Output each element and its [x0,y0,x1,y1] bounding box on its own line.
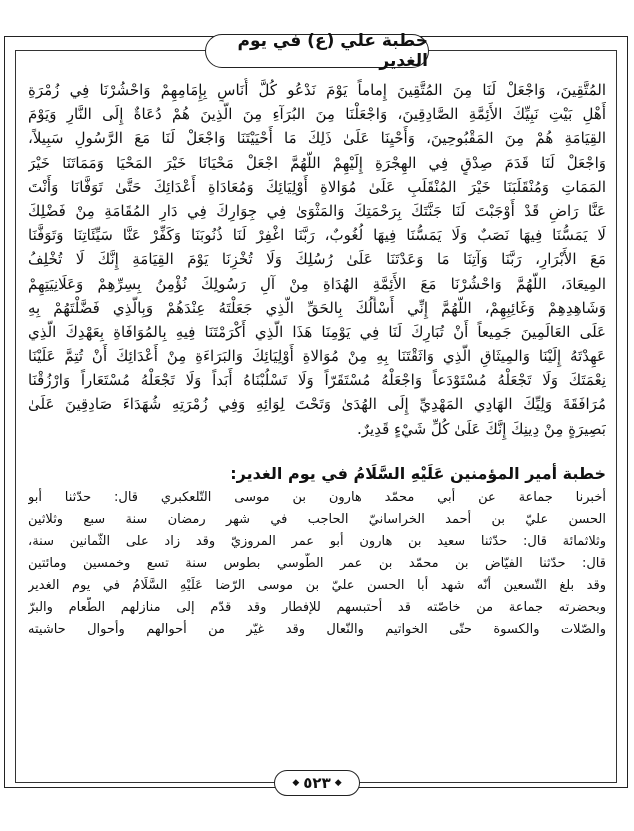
narration-line: أخبرنا جماعة عن أبي محمّد هارون بن موسى التّلعكبري قال: حدّثنا أبو [28,489,606,505]
narration-text [28,487,606,641]
text-line: عَلَى العَالَمِينَ جَمِيعاً أَنْ تُبَارِكَ لَنَا فِي يَوْمِنَا هَذَا الَّذِي أَكْرَمْتَنَا فِيهِ بِالمُوَافَاةِ بِعَهْدِكَ الَّذِي [28,322,606,341]
page-content [28,78,606,768]
text-line: القِيَامَةِ هُمْ مِنَ المَقْبُوحِينَ، وَأَحْيِنَا عَلَىٰ ذَلِكَ مَا أَحْيَيْتَنَا وَاجْعَلْ لَنَا مَعَ الرَّسُولِ سَبِيلاً، [28,129,606,148]
text-line: مُرَافَقَةَ وَلِيِّكَ الهَادِي المَهْدِيِّ إِلَى الهُدَىٰ وَتَحْتَ لِوَائِهِ وَفِي زُمْرَتِهِ شُهَدَاءَ صَادِقِينَ عَلَىٰ [28,395,606,414]
section-heading: خطبة أمير المؤمنين عَلَيْهِ السَّلَامُ في يوم الغدير: [230,463,606,483]
text-line: المِيعَادَ، اللَّهُمَّ وَاحْشُرْنَا مَعَ الأَئِمَّةِ الهُدَاةِ مِنْ آلِ رَسُولِكَ نُؤْمِنُ بِسِرِّهِمْ وَعَلَانِيَتِهِمْ [28,274,606,293]
page-number-box [274,770,360,796]
sermon-text [28,78,606,441]
text-line: وَاجْعَلْ لَنَا قَدَمَ صِدْقٍ فِي الهِجْرَةِ إِلَيْهِمْ اللَّهُمَّ اجْعَلْ مَحْيَانَا خَيْرَ المَحْيَا وَمَمَاتَنَا خَيْرَ [28,153,606,172]
text-line: المُتَّقِينَ، وَاجْعَلْ لَنَا مِنَ المُتَّقِينَ إِماماً يَوْمَ نَدْعُو كُلَّ أُنَاسٍ بِإِمَامِهِمْ وَاحْشُرْنَا فِي زُمْرَةِ [28,81,606,99]
text-line: بَصِيرَةٍ مِنْ دِينِكَ إِنَّكَ عَلَىٰ كُلِّ شَيْءٍ قَدِيرٌ. [357,419,606,438]
ornament-icon: ◆ [334,778,342,788]
text-line: أَهْلِ بَيْتِ نَبِيِّكَ الأَئِمَّةِ الصَّادِقِينَ، وَاجْعَلْنَا مِنَ البُرَآءِ مِنَ الَّذِينَ هُمْ دُعَاةٌ إِلَى النَّارِ وَيَوْمَ [28,105,606,124]
text-line: نِعْمَتَكَ وَلَا تَجْعَلْهُ مُسْتَوْدَعاً وَاجْعَلْهُ مُسْتَقَرّاً وَلَا تَسْلُبْنَاهُ أَبَداً وَلَا تَجْعَلْهُ مُسْتَعَاراً وَارْزُقْنَا [28,371,606,390]
text-line: المَمَاتِ وَمُنْقَلَبَنَا خَيْرَ المُنْقَلَبِ عَلَىٰ مُوَالاةِ أَوْلِيَائِكَ وَمُعَادَاةِ أَعْدَائِكَ حَتَّىٰ تَوَفَّانَا وَأَنْتَ [28,177,606,196]
narration-line: وثلاثمائة قال: حدّثنا سعيد بن هارون أبو عمر المروزيّ وقد زاد على الثّمانين سنة، [28,533,606,549]
ornament-icon: ◆ [292,778,300,788]
running-header [205,31,429,71]
text-line: وَشَاهِدِهِمْ وَغَائِبِهِمْ، اللَّهُمَّ إِنِّي أَسْأَلُكَ بِالحَقِّ الَّذِي جَعَلْتَهُ عِنْدَهُمْ وَبِالَّذِي فَضَّلْتَهُمْ بِهِ [28,298,606,317]
narration-line: والصّلات والكسوة حتّى الخواتيم والنّعال وقد غيّر من أحوالهم وأحوال حاشيته [28,621,606,637]
narration-line: الحسن عليّ بن أحمد الخراسانيّ الحاجب في شهر رمضان سنة سبع وثلاثين [28,511,606,527]
narration-line: وقد بلغ التّسعين أنّه شهد أبا الحسن عليّ بن موسى الرّضا عَلَيْهِ السَّلَامُ في يوم الغدير [28,577,606,593]
narration-line: قال: حدّثنا الفيّاض بن محمّد بن عمر الطّوسي بطوس سنة تسع وخمسين ومائتين [28,555,606,571]
text-line: لَا يَمَسُّنَا فِيهَا نَصَبٌ وَلَا يَمَسُّنَا فِيهَا لُغُوبٌ، رَبَّنَا اغْفِرْ لَنَا ذُنُوبَنَا وَكَفِّرْ عَنَّا سَيِّئَاتِنَا وَتَوَفَّنَا [28,226,606,245]
page-number: ٥٢٣ [303,774,331,792]
text-line: مَعَ الأَبْرَارِ، رَبَّنَا وَآتِنَا مَا وَعَدْتَنَا عَلَىٰ رُسُلِكَ وَلَا تُخْزِنَا يَوْمَ القِيَامَةِ إِنَّكَ لَا تُخْلِفُ [28,250,606,269]
page-title: خطبة علي (ع) في يوم الغدير [237,31,428,71]
narration-line: وبحضرته جماعة من خاصّته قد أحتبسهم للإفطار وقد قدّم إلى منازلهم الطّعام والبرّ [28,599,606,615]
text-line: عَنَّا رَاضٍ قَدْ أَوْجَبْتَ لَنَا جَنَّتَكَ بِرَحْمَتِكَ وَالمَثْوَىٰ فِي جِوَارِكَ فِي دَارِ المُقَامَةِ مِنْ فَضْلِكَ [28,201,606,220]
text-line: عَهِدْتَهُ إِلَيْنَا وَالمِيثَاقِ الَّذِي وَاثَقْتَنَا بِهِ مِنْ مُوَالاةِ أَوْلِيَائِكَ وَالبَرَاءَةِ مِنْ أَعْدَائِكَ أَنْ تُتِمَّ عَلَيْنَا [28,347,606,366]
